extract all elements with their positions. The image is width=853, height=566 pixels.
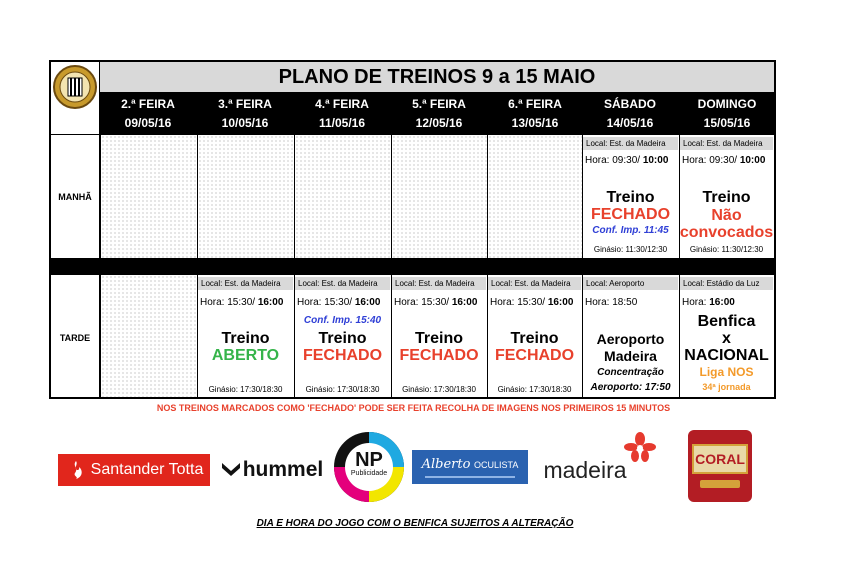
tue-afternoon-status: ABERTO <box>211 347 280 364</box>
wed-afternoon-status: FECHADO <box>302 347 383 364</box>
sun-morning-title: Treino <box>702 189 751 206</box>
cell-thu-morning <box>391 135 487 258</box>
col-divider <box>99 62 100 397</box>
day-header-thu: 5.ª FEIRA 12/05/16 <box>412 97 466 130</box>
day-header-sat: SÁBADO 14/05/16 <box>603 97 656 130</box>
club-crest-icon <box>52 63 98 111</box>
madeira-logo: madeira <box>543 456 627 483</box>
santander-flame-icon <box>65 460 87 480</box>
cell-tue-morning <box>197 135 294 258</box>
fri-afternoon-local: Local: Est. da Madeira <box>488 277 581 290</box>
santander-logo: Santander Totta <box>58 454 210 486</box>
sun-morning-gym: Ginásio: 11:30/12:30 <box>689 245 764 254</box>
cell-mon-afternoon <box>100 275 197 397</box>
tue-afternoon-title: Treino <box>221 330 270 347</box>
sat-morning-local: Local: Est. da Madeira <box>583 137 678 150</box>
sat-morning-gym: Ginásio: 11:30/12:30 <box>593 245 668 254</box>
sun-afternoon-team1: Benfica <box>697 313 756 330</box>
alberto-oculista-logo: Alberto OCULISTA <box>412 450 528 484</box>
row-label-afternoon: TARDE <box>59 333 91 343</box>
sat-morning-status: FECHADO <box>590 206 671 223</box>
sun-afternoon-vs: x <box>722 330 731 347</box>
hummel-chevron-icon <box>221 460 241 480</box>
wed-afternoon-conf: Conf. Imp. 15:40 <box>303 315 382 326</box>
day-header-mon: 2.ª FEIRA 09/05/16 <box>121 97 175 130</box>
sat-afternoon-local: Local: Aeroporto <box>583 277 678 290</box>
thu-afternoon-status: FECHADO <box>399 347 479 364</box>
tue-afternoon-hora: Hora: 15:30/ 16:00 <box>200 297 284 308</box>
cell-mon-morning <box>100 135 197 258</box>
page-title: PLANO DE TREINOS 9 a 15 MAIO <box>100 62 774 93</box>
sat-afternoon-hora: Hora: 18:50 <box>585 297 638 308</box>
footer-note: DIA E HORA DO JOGO COM O BENFICA SUJEITOS A ALTERAÇÃO <box>256 518 574 529</box>
thu-afternoon-local: Local: Est. da Madeira <box>392 277 486 290</box>
hummel-logo: hummel <box>220 454 324 486</box>
wed-afternoon-gym: Ginásio: 17:30/18:30 <box>305 385 380 394</box>
tue-afternoon-gym: Ginásio: 17:30/18:30 <box>208 385 283 394</box>
madeira-flower-logo <box>622 430 658 464</box>
sat-morning-conf: Conf. Imp. 11:45 <box>592 225 669 236</box>
sun-afternoon-local: Local: Estádio da Luz <box>680 277 773 290</box>
fri-afternoon-gym: Ginásio: 17:30/18:30 <box>497 385 572 394</box>
day-header-fri: 6.ª FEIRA 13/05/16 <box>508 97 562 130</box>
coral-logo: CORAL <box>688 430 752 502</box>
sun-morning-local: Local: Est. da Madeira <box>680 137 773 150</box>
day-header-wed: 4.ª FEIRA 11/05/16 <box>315 97 369 130</box>
wed-afternoon-hora: Hora: 15:30/ 16:00 <box>297 297 381 308</box>
club-crest <box>51 62 99 112</box>
wed-afternoon-local: Local: Est. da Madeira <box>295 277 390 290</box>
day-header-sun: DOMINGO 15/05/16 <box>697 97 757 130</box>
sat-afternoon-line1: Aeroporto <box>596 331 665 347</box>
sun-afternoon-round: 34ª jornada <box>702 382 751 392</box>
fri-afternoon-status: FECHADO <box>494 347 575 364</box>
fri-afternoon-hora: Hora: 15:30/ 16:00 <box>490 297 574 308</box>
cell-fri-morning <box>487 135 582 258</box>
thu-afternoon-hora: Hora: 15:30/ 16:00 <box>394 297 478 308</box>
wed-afternoon-title: Treino <box>318 330 367 347</box>
tue-afternoon-local: Local: Est. da Madeira <box>198 277 293 290</box>
sun-morning-hora: Hora: 09:30/ 10:00 <box>682 155 766 166</box>
cell-wed-morning <box>294 135 391 258</box>
day-header-tue: 3.ª FEIRA 10/05/16 <box>218 97 272 130</box>
thu-afternoon-title: Treino <box>414 330 463 347</box>
row-label-morning: MANHÃ <box>58 192 92 202</box>
sat-afternoon-line4: Aeroporto: 17:50 <box>590 382 671 393</box>
sat-morning-hora: Hora: 09:30/ 10:00 <box>585 155 669 166</box>
row-separator-band <box>51 258 774 275</box>
notice-text: NOS TREINOS MARCADOS COMO 'FECHADO' PODE SER FEITA RECOLHA DE IMAGENS NOS PRIMEIROS 15 MINUTOS <box>156 403 671 413</box>
sun-morning-status-1: Não <box>711 207 742 224</box>
np-publicidade-logo: NP Publicidade <box>332 430 406 504</box>
sun-afternoon-league: Liga NOS <box>699 365 754 379</box>
sun-afternoon-hora: Hora: 16:00 <box>682 297 735 308</box>
sat-afternoon-line2: Madeira <box>604 348 657 364</box>
sat-morning-title: Treino <box>606 189 655 206</box>
sun-morning-status-2: convocados <box>679 224 774 241</box>
sat-afternoon-line3: Concentração <box>597 367 664 378</box>
thu-afternoon-gym: Ginásio: 17:30/18:30 <box>402 385 476 394</box>
sun-afternoon-team2: NACIONAL <box>684 347 769 364</box>
fri-afternoon-title: Treino <box>510 330 559 347</box>
madeira-flower-icon <box>623 431 657 463</box>
